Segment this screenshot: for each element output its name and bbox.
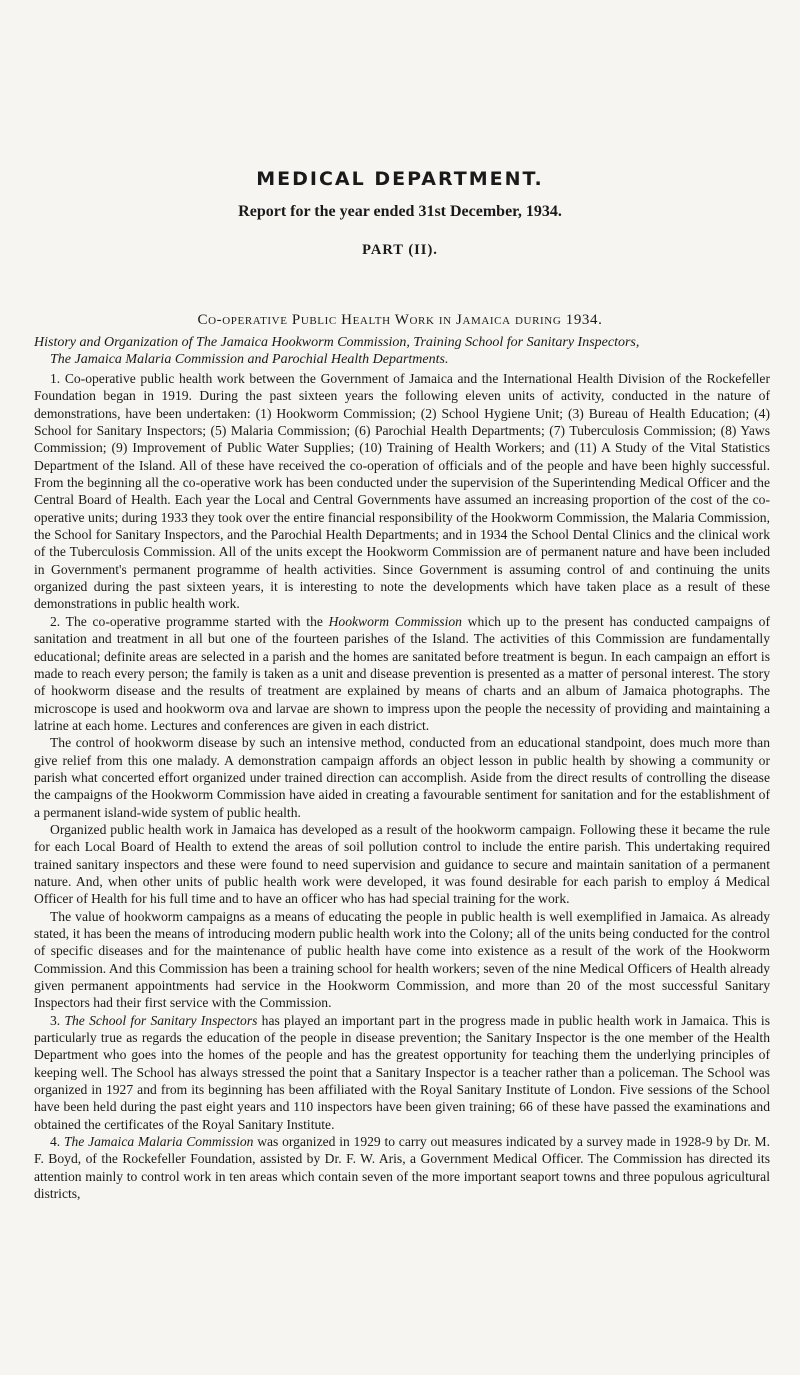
paragraph-6: 3. The School for Sanitary Inspectors has played an important part in the progress made in public health work in Jamaica. This is particularly true as regards the education of the people in disease prevention; the Sanitary Inspector is the one member of the Health Department who goes into the homes of the people and has the greatest opportunity for teaching them the underlying principles of keeping well. The School has always stressed the point that a Sanitary Inspector is a teacher rather than a policeman. The School was organized in 1927 and from its beginning has been affiliated with the Royal Sanitary Institute of London. Five sessions of the School have been held during the past eight years and 110 inspectors have been given training; 66 of these have passed the examinations and obtained the certificates of the Royal Sanitary Institute.: [34, 1012, 770, 1132]
paragraph-4: Organized public health work in Jamaica has developed as a result of the hookworm campaign. Following these it became the rule for each Local Board of Health to extend the areas of soil pollution control to include the entire parish. This undertaking required trained sanitary inspectors and these were found to need supervision and guidance to secure and maintain sanitation of a permanent nature. And, when other units of public health work were developed, it was found desirable for each parish to employ á Medical Officer of Health for his full time and to have an officer who has had special training for the work.: [34, 821, 770, 907]
report-title: Report for the year ended 31st December, 1934.: [238, 203, 562, 220]
paragraph-1: 1. Co-operative public health work between the Government of Jamaica and the International Health Division of the Rockefeller Foundation began in 1919. During the past sixteen years the following eleven units of activity, conducted in the nature of demonstrations, have been undertaken: (1) Hookworm Commission; (2) School Hygiene Unit; (3) Bureau of Health Education; (4) School for Sanitary Inspectors; (5) Malaria Commission; (6) Parochial Health Departments; (7) Tuberculosis Commission; (8) Yaws Commission; (9) Improvement of Public Water Supplies; (10) Training of Health Workers; and (11) A Study of the Vital Statistics Department of the Island. All of these have received the co-operation of officials and of the people and have been highly successful. From the beginning all the co-operative work has been conducted under the supervision of the Superintending Medical Officer and the Central Board of Health. Each year the Local and Central Governments have assumed an increasing proportion of the cost of the co-operative units; during 1933 they took over the entire financial responsibility of the Hookworm Commission, the Malaria Commission, the School for Sanitary Inspectors, and the Parochial Health Departments; and in 1934 the School Dental Clinics and the clinical work of the Tuberculosis Commission. All of the units except the Hookworm Commission are of permanent nature and have been included in Government's permanent programme of health activities. Since Government is assuming control of and continuing the units organized during the past sixteen years, it is interesting to note the developments which have taken place as a result of these demonstrations in public health work.: [34, 371, 770, 612]
paragraph-3: The control of hookworm disease by such an intensive method, conducted from an educational standpoint, does much more than give relief from this one malady. A demonstration campaign affords an object lesson in public health by showing a community or parish what concerted effort organized under trained direction can accomplish. Aside from the direct results of controlling the disease the campaigns of the Hookworm Commission have aided in creating a favourable sentiment for sanitation and for the establishment of a permanent island-wide system of public health.: [34, 735, 770, 820]
body-text: [34, 370, 770, 1203]
paragraph-7: 4. The Jamaica Malaria Commission was organized in 1929 to carry out measures indicated by a survey made in 1928-9 by Dr. M. F. Boyd, of the Rockefeller Foundation, assisted by Dr. F. W. Aris, a Government Medical Officer. The Commission has directed its attention mainly to control work in ten areas which contain seven of the more important seaport towns and three populous agricultural districts,: [34, 1134, 771, 1202]
part-label: PART (II).: [362, 242, 438, 258]
paragraph-5: The value of hookworm campaigns as a means of educating the people in public health is well exemplified in Jamaica. As already stated, it has been the means of introducing modern public health work into the Colony; all of the units being conducted for the control of specific diseases and for the maintenance of public health have come into existence as a result of the work of the Hookworm Commission. And this Commission has been a training school for health workers; seven of the nine Medical Officers of Health already given permanent appointments had service in the Hookworm Commission, and more than 20 of the most successful Sanitary Inspectors had their first service with the Commission.: [34, 908, 770, 1011]
malaria-commission-term: The Jamaica Malaria Commission: [63, 1134, 254, 1150]
paragraph-2: 2. The co-operative programme started with the Hookworm Commission which up to the present has conducted campaigns of sanitation and treatment in all but one of the fourteen parishes of the Island. The activities of this Commission are fundamentally educational; definite areas are selected in a parish and the homes are sanitated before treatment is begun. In each campaign an effort is made to reach every person; the family is taken as a unit and disease prevention is presented as a matter of personal interest. The story of hookworm disease and the results of treatment are explained by means of charts and an album of Jamaica photographs. The microscope is used and hookworm ova and larvae are shown to impress upon the people the necessity of providing and maintaining a latrine at each home. Lectures and conferences are given in each district.: [34, 613, 770, 733]
section-heading: Co-operative Public Health Work in Jamaica during 1934.: [197, 312, 603, 328]
subheading-line-2: The Jamaica Malaria Commission and Parochial Health Departments.: [50, 352, 449, 367]
department-title: MEDICAL DEPARTMENT.: [256, 168, 544, 190]
hookworm-commission-term: Hookworm Commission: [328, 613, 462, 629]
subheading-line-1: History and Organization of The Jamaica Hookworm Commission, Training School for Sanitary Inspectors,: [34, 335, 640, 350]
school-sanitary-inspectors-term: The School for Sanitary Inspectors: [64, 1012, 258, 1028]
section-subheading: [34, 334, 770, 368]
